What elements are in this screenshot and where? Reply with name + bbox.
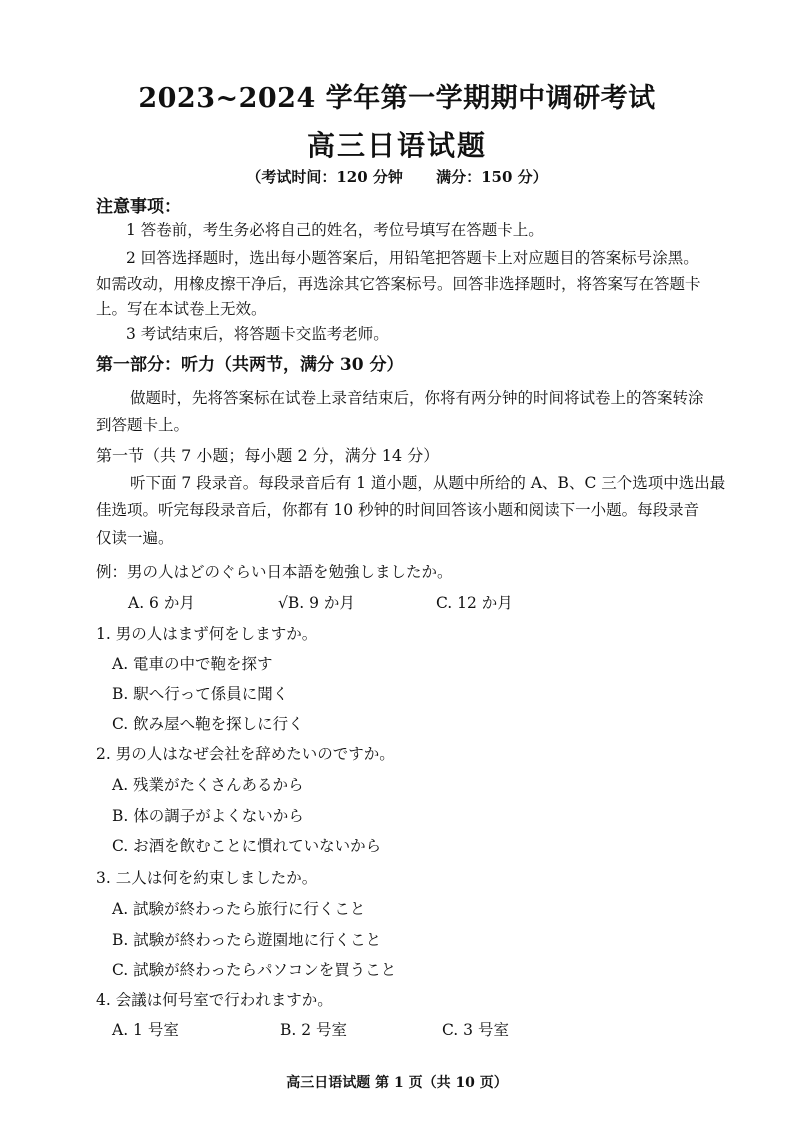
page-footer: 高三日语试题 第 1 页（共 10 页） bbox=[286, 1075, 508, 1091]
example-question: 例：男の人はどのぐらい日本語を勉強しましたか。 bbox=[96, 563, 453, 581]
question-4-option-b: B. 2 号室 bbox=[280, 1021, 348, 1039]
section1-heading: 第一节（共 7 小题；每小题 2 分，满分 14 分） bbox=[96, 446, 440, 465]
notice-item: 2 回答选择题时，选出每小题答案后，用铅笔把答题卡上对应题目的答案标号涂黑。 bbox=[126, 249, 699, 267]
exam-title: 2023~2024 学年第一学期期中调研考试 bbox=[138, 83, 656, 114]
question-2-option-c: C. お酒を飲むことに慣れていないから bbox=[112, 837, 382, 855]
notice-item: 上。写在本试卷上无效。 bbox=[96, 300, 267, 318]
notice-item: 3 考试结束后，将答题卡交监考老师。 bbox=[126, 325, 389, 343]
question-2-option-a: A. 残業がたくさんあるから bbox=[112, 776, 304, 794]
question-1-option-c: C. 飲み屋へ鞄を探しに行く bbox=[112, 715, 304, 733]
question-3-option-a: A. 試験が終わったら旅行に行くこと bbox=[112, 900, 366, 918]
example-option-a: A. 6 か月 bbox=[128, 594, 195, 612]
notice-item: 如需改动，用橡皮擦干净后，再选涂其它答案标号。回答非选择题时，将答案写在答题卡 bbox=[96, 275, 701, 293]
section1-instruction: 仅读一遍。 bbox=[96, 529, 174, 547]
question-4-option-c: C. 3 号室 bbox=[442, 1021, 509, 1039]
question-3-option-c: C. 試験が終わったらパソコンを買うこと bbox=[112, 961, 397, 979]
part1-instruction: 做题时，先将答案标在试卷上录音结束后，你将有两分钟的时间将试卷上的答案转涂 bbox=[130, 389, 704, 407]
question-3: 3. 二人は何を約束しましたか。 bbox=[96, 869, 318, 887]
exam-score: 满分：150 分） bbox=[436, 168, 548, 186]
question-1: 1. 男の人はまず何をしますか。 bbox=[96, 625, 318, 643]
part1-instruction: 到答题卡上。 bbox=[96, 416, 190, 434]
question-1-option-b: B. 駅へ行って係員に聞く bbox=[112, 685, 289, 703]
example-option-c: C. 12 か月 bbox=[436, 594, 513, 612]
question-4: 4. 会議は何号室で行われますか。 bbox=[96, 991, 333, 1009]
notice-item: 1 答卷前，考生务必将自己的姓名，考位号填写在答题卡上。 bbox=[126, 221, 544, 239]
question-2-option-b: B. 体の調子がよくないから bbox=[112, 807, 304, 825]
question-1-option-a: A. 電車の中で鞄を探す bbox=[112, 655, 273, 673]
exam-subject: 高三日语试题 bbox=[306, 129, 487, 162]
exam-meta bbox=[0, 166, 794, 187]
section1-instruction: 佳选项。听完每段录音后，你都有 10 秒钟的时间回答该小题和阅读下一小题。每段录音 bbox=[96, 501, 700, 519]
question-4-option-a: A. 1 号室 bbox=[112, 1021, 179, 1039]
question-3-option-b: B. 試験が終わったら遊園地に行くこと bbox=[112, 931, 382, 949]
question-2: 2. 男の人はなぜ会社を辞めたいのですか。 bbox=[96, 745, 395, 763]
part1-heading: 第一部分：听力（共两节，满分 30 分） bbox=[96, 355, 404, 375]
exam-time: （考试时间：120 分钟 bbox=[246, 168, 403, 186]
example-option-b: √B. 9 か月 bbox=[278, 594, 355, 612]
notice-heading: 注意事项： bbox=[96, 197, 181, 217]
section1-instruction: 听下面 7 段录音。每段录音后有 1 道小题，从题中所给的 A、B、C 三个选项中选出最 bbox=[130, 474, 726, 492]
